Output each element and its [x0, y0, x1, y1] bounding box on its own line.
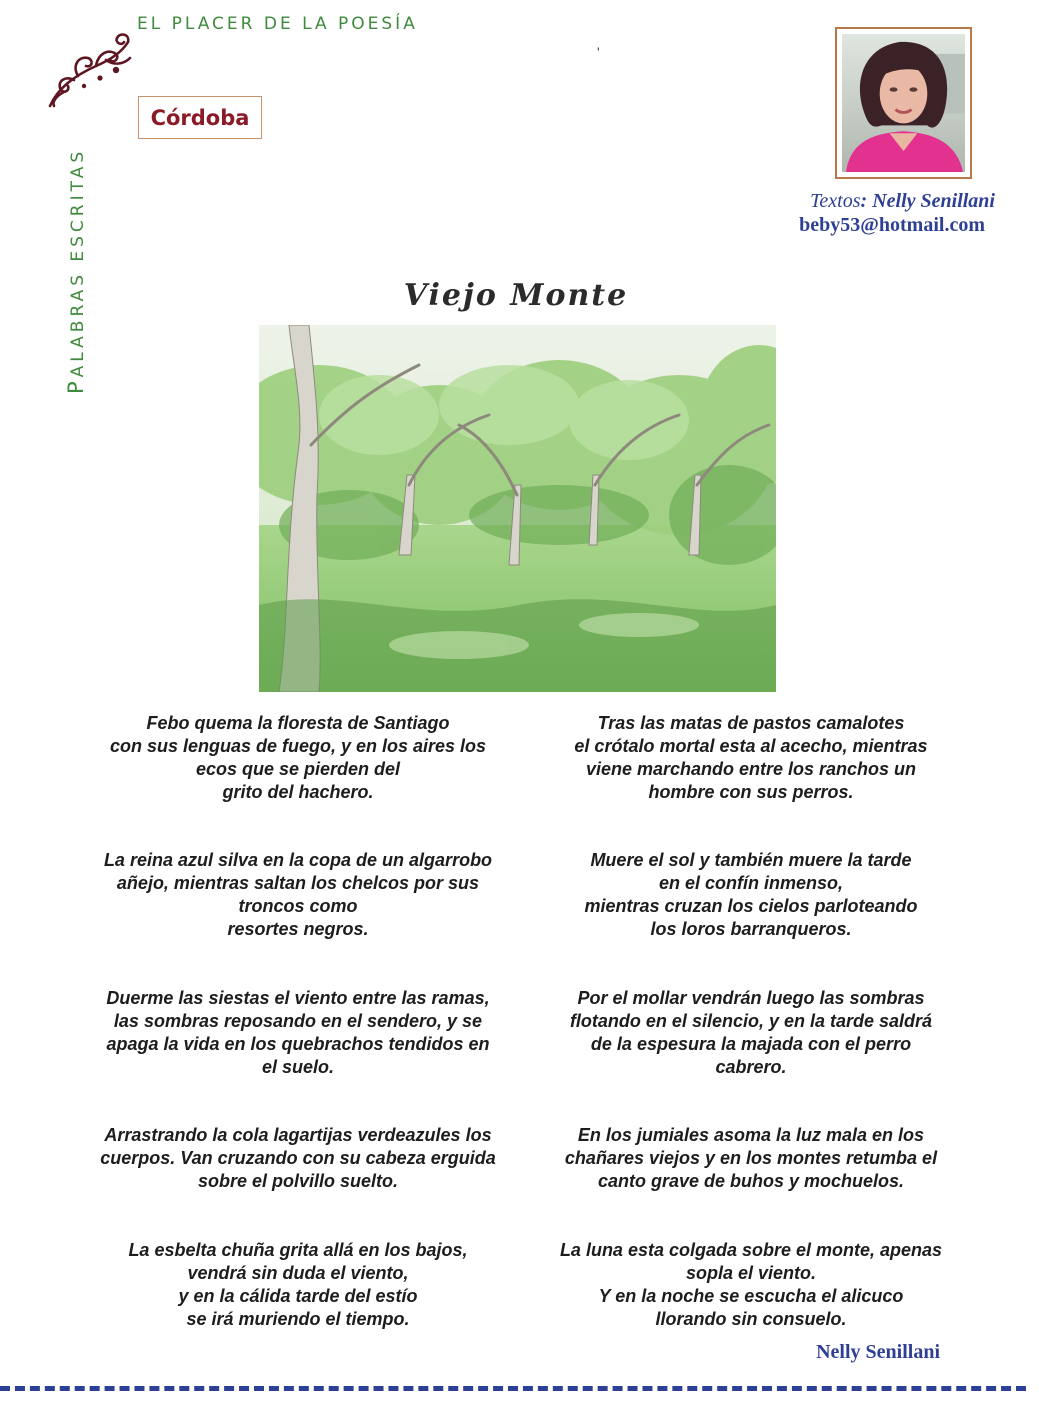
verse-line: mientras cruzan los cielos parloteando — [584, 896, 918, 916]
author-credit — [799, 189, 995, 237]
verse-line: apaga la vida en los quebrachos tendidos en — [106, 1034, 490, 1054]
verse-line: el crótalo mortal esta al acecho, mientras — [574, 736, 928, 756]
stanza-left-3 — [78, 987, 518, 1079]
author-portrait-image — [842, 34, 965, 172]
verse-line: grito del hachero. — [222, 782, 374, 802]
verse-line: En los jumiales asoma la luz mala en los — [577, 1125, 925, 1145]
verse-line: La luna esta colgada sobre el monte, apenas — [559, 1240, 943, 1260]
credit-prefix: Textos — [810, 190, 861, 212]
verse-line: las sombras reposando en el sendero, y se — [113, 1011, 483, 1031]
stanza-right-1 — [531, 712, 971, 804]
stanza-left-5 — [78, 1239, 518, 1331]
poem-title: Viejo Monte — [403, 278, 629, 313]
author-credit-line — [799, 189, 995, 213]
verse-line: hombre con sus perros. — [648, 782, 854, 802]
stanza-right-5 — [531, 1239, 971, 1331]
credit-author-name: Nelly Senillani — [872, 190, 995, 212]
verse-line: con sus lenguas de fuego, y en los aires los — [109, 736, 487, 756]
verse-line: los loros barranqueros. — [650, 919, 852, 939]
verse-line: canto grave de buhos y mochuelos. — [597, 1171, 905, 1191]
forest-photo — [259, 325, 776, 692]
verse-line: añejo, mientras saltan los chelcos por sus — [116, 873, 480, 893]
verse-line: Duerme las siestas el viento entre las ramas, — [106, 988, 490, 1008]
verse-line: vendrá sin duda el viento, — [187, 1263, 409, 1283]
verse-line: flotando en el silencio, y en la tarde saldrá — [569, 1011, 933, 1031]
author-email: beby53@hotmail.com — [799, 214, 985, 236]
stanza-right-4 — [531, 1124, 971, 1193]
verse-line: Arrastrando la cola lagartijas verdeazules los — [104, 1125, 492, 1145]
flourish-ornament-icon — [44, 30, 136, 110]
verse-line: y en la cálida tarde del estío — [178, 1286, 418, 1306]
verse-line: Tras las matas de pastos camalotes — [597, 713, 905, 733]
stanza-left-4 — [78, 1124, 518, 1193]
verse-line: sopla el viento. — [685, 1263, 817, 1283]
poem-signature: Nelly Senillani — [816, 1341, 940, 1363]
stanza-right-2 — [531, 849, 971, 941]
verse-line: Y en la noche se escucha el alicuco — [598, 1286, 904, 1306]
verse-line: cuerpos. Van cruzando con su cabeza erguida — [100, 1148, 496, 1168]
verse-line: sobre el polvillo suelto. — [197, 1171, 399, 1191]
region-badge: Córdoba — [138, 96, 262, 139]
verse-line: se irá muriendo el tiempo. — [186, 1309, 410, 1329]
verse-line: troncos como — [238, 896, 358, 916]
verse-line: ecos que se pierden del — [195, 759, 401, 779]
verse-line: llorando sin consuelo. — [655, 1309, 847, 1329]
verse-line: el suelo. — [261, 1057, 335, 1077]
side-title-rest: ALABRAS ESCRITAS — [68, 147, 88, 378]
section-side-title — [64, 148, 88, 394]
stray-mark: ' — [597, 44, 600, 60]
verse-line: chañares viejos y en los montes retumba el — [564, 1148, 938, 1168]
verse-line: La reina azul silva en la copa de un algarrobo — [103, 850, 493, 870]
footer-dashed-divider — [0, 1386, 1026, 1391]
verse-line: en el confín inmenso, — [658, 873, 844, 893]
verse-line: Febo quema la floresta de Santiago — [146, 713, 450, 733]
verse-line: resortes negros. — [227, 919, 369, 939]
magazine-title: EL PLACER DE LA POESÍA — [137, 14, 418, 34]
stanza-right-3 — [531, 987, 971, 1079]
stanza-left-1 — [78, 712, 518, 804]
verse-line: Muere el sol y también muere la tarde — [590, 850, 912, 870]
verse-line: cabrero. — [715, 1057, 787, 1077]
verse-line: de la espesura la majada con el perro — [590, 1034, 912, 1054]
verse-line: viene marchando entre los ranchos un — [585, 759, 917, 779]
verse-line: Por el mollar vendrán luego las sombras — [577, 988, 925, 1008]
verse-line: La esbelta chuña grita allá en los bajos, — [128, 1240, 468, 1260]
forest-photo-image — [259, 325, 776, 692]
credit-separator: : — [860, 190, 868, 212]
side-title-initial: P — [64, 377, 88, 394]
stanza-left-2 — [78, 849, 518, 941]
author-photo-frame — [835, 27, 972, 179]
